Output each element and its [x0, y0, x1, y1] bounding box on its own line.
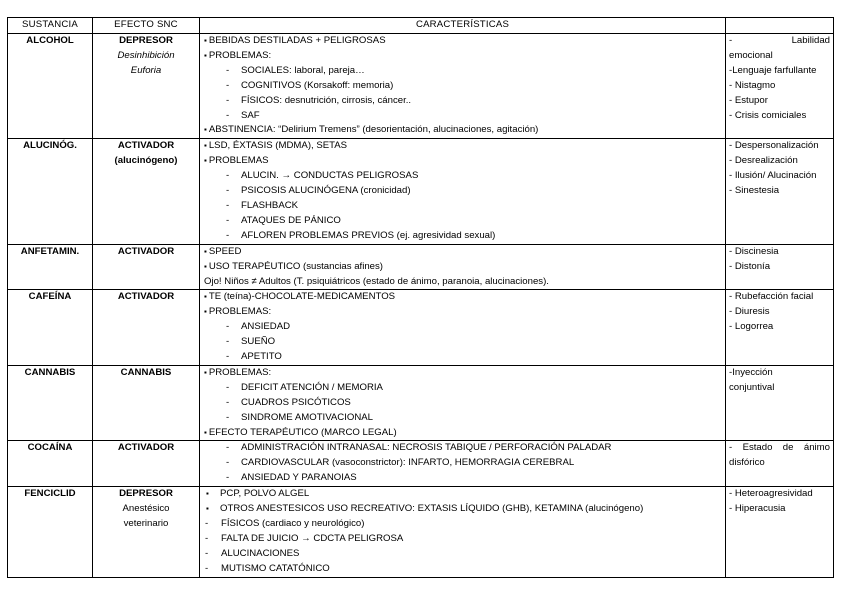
sign-item: - Heteroagresividad [729, 488, 813, 500]
table-row [8, 365, 834, 441]
effect-detail: veterinario [123, 518, 169, 529]
sign-item: - Crisis comiciales [729, 109, 807, 121]
list-item: - PSICOSIS ALUCINÓGENA (cronicidad) [204, 184, 722, 199]
characteristics [200, 139, 726, 244]
substances-table [7, 17, 834, 578]
list-item: ▪ SPEED [204, 245, 722, 260]
list-item: - ADMINISTRACIÓN INTRANASAL: NECROSIS TABIQUE / PERFORACIÓN PALADAR [204, 441, 722, 456]
characteristics [200, 365, 726, 441]
list-item: - SAF [204, 109, 722, 124]
sign-item: disfórico [729, 457, 765, 469]
list-item: - ALUCINACIONES [204, 547, 722, 562]
list-item: - ATAQUES DE PÁNICO [204, 214, 722, 229]
sign-item: - Logorrea [729, 321, 774, 333]
sign-item: - Desrealización [729, 155, 798, 167]
effect-label: CANNABIS [120, 366, 172, 378]
table-row [8, 290, 834, 366]
sign-item: - Diuresis [729, 306, 770, 318]
sign-item: -Lenguaje farfullante [729, 64, 817, 76]
table-row [8, 244, 834, 290]
list-item: - FALTA DE JUICIO → CDCTA PELIGROSA [204, 532, 722, 547]
effect-detail: Anestésico [122, 503, 170, 515]
substance-name: FENCICLID [8, 487, 93, 577]
snc-effect [93, 139, 200, 244]
substance-name: COCAÍNA [8, 441, 93, 487]
list-item: - SUEÑO [204, 335, 722, 350]
header-caracteristicas: CARACTERÍSTICAS [200, 18, 726, 34]
sign-item: -Inyección [729, 366, 773, 378]
list-item: - CUADROS PSICÓTICOS [204, 396, 722, 411]
sign-item: - Discinesia [729, 245, 779, 257]
list-item: - COGNITIVOS (Korsakoff: memoria) [204, 79, 722, 94]
signs [726, 290, 834, 366]
substance-name: ALCOHOL [8, 34, 93, 139]
effect-label: ACTIVADOR [117, 140, 175, 152]
sign-item: - Ilusión/ Alucinación [729, 170, 817, 182]
list-item: ▪ TE (teína)-CHOCOLATE-MEDICAMENTOS [204, 290, 722, 305]
sign-item: conjuntival [729, 381, 775, 393]
list-item: - FÍSICOS (cardiaco y neurológico) [204, 517, 722, 532]
snc-effect [93, 290, 200, 366]
list-item: ▪ PROBLEMAS: [204, 49, 722, 64]
snc-effect [93, 487, 200, 577]
list-item: ▪ PROBLEMAS [204, 154, 722, 169]
header-sustancia: SUSTANCIA [8, 18, 93, 34]
list-item: - APETITO [204, 350, 722, 365]
list-item: - ANSIEDAD Y PARANOIAS [204, 471, 722, 486]
characteristics [200, 34, 726, 139]
sign-item: - Distonía [729, 260, 771, 272]
sign-item: - Despersonalización [729, 140, 819, 152]
snc-effect [93, 244, 200, 290]
characteristics [200, 244, 726, 290]
table-row [8, 34, 834, 139]
signs [726, 34, 834, 139]
characteristics [200, 441, 726, 487]
list-item: ▪ PROBLEMAS: [204, 366, 722, 381]
header-extra [726, 18, 834, 34]
signs [726, 139, 834, 244]
characteristics [200, 487, 726, 577]
sign-item: - Labilidad [729, 35, 830, 46]
effect-detail: Desinhibición [117, 49, 175, 61]
table-row [8, 139, 834, 244]
header-row [8, 18, 834, 34]
effect-label: ACTIVADOR [117, 291, 175, 303]
sign-item: - Estupor [729, 94, 768, 106]
substance-name: ANFETAMIN. [8, 244, 93, 290]
snc-effect [93, 365, 200, 441]
list-item: - ANSIEDAD [204, 320, 722, 335]
list-item: - FÍSICOS: desnutrición, cirrosis, cáncer.. [204, 94, 722, 109]
list-item: - FLASHBACK [204, 199, 722, 214]
sign-item: emocional [729, 49, 773, 61]
list-item: - CARDIOVASCULAR (vasoconstrictor): INFARTO, HEMORRAGIA CEREBRAL [204, 456, 722, 471]
table-row [8, 441, 834, 487]
list-item: Ojo! Niños ≠ Adultos (T. psiquiátricos (estado de ánimo, paranoia, alucinaciones). [204, 275, 549, 287]
effect-label: DEPRESOR [119, 35, 173, 46]
signs [726, 244, 834, 290]
substance-name: ALUCINÓG. [8, 139, 93, 244]
list-item: ▪ USO TERAPÉUTICO (sustancias afines) [204, 260, 722, 275]
sign-item: - Sinestesia [729, 185, 780, 197]
characteristics [200, 290, 726, 366]
effect-label: ACTIVADOR [117, 442, 175, 454]
list-item: ▪ PROBLEMAS: [204, 305, 722, 320]
list-item: - MUTISMO CATATÓNICO [204, 562, 722, 577]
effect-detail: (alucinógeno) [114, 155, 178, 167]
snc-effect [93, 441, 200, 487]
sign-item: - Hiperacusia [729, 503, 786, 515]
substance-name: CANNABIS [8, 365, 93, 441]
signs [726, 441, 834, 487]
sign-item: - Rubefacción facial [729, 291, 814, 303]
effect-label: ACTIVADOR [117, 245, 175, 257]
list-item: ▪ PCP, POLVO ALGEL [204, 487, 722, 502]
list-item: ▪ BEBIDAS DESTILADAS + PELIGROSAS [204, 34, 722, 49]
table-row [8, 487, 834, 577]
snc-effect [93, 34, 200, 139]
sign-item: - Estado de ánimo [729, 442, 830, 454]
list-item: - SINDROME AMOTIVACIONAL [204, 411, 722, 426]
list-item: - AFLOREN PROBLEMAS PREVIOS (ej. agresividad sexual) [204, 229, 722, 244]
list-item: - DEFICIT ATENCIÓN / MEMORIA [204, 381, 722, 396]
list-item: ▪ OTROS ANESTESICOS USO RECREATIVO: EXTASIS LÍQUIDO (GHB), KETAMINA (alucinógeno) [204, 502, 722, 517]
list-item: ▪ ABSTINENCIA: “Delirium Tremens” (desorientación, alucinaciones, agitación) [204, 123, 722, 138]
substance-name: CAFEÍNA [8, 290, 93, 366]
effect-detail: Euforia [130, 64, 162, 76]
sign-item: - Nistagmo [729, 79, 776, 91]
list-item: ▪ EFECTO TERAPÉUTICO (MARCO LEGAL) [204, 426, 722, 441]
list-item: - ALUCIN. → CONDUCTAS PELIGROSAS [204, 169, 722, 184]
effect-label: DEPRESOR [119, 488, 173, 500]
list-item: ▪ LSD, ÉXTASIS (MDMA), SETAS [204, 139, 722, 154]
signs [726, 365, 834, 441]
signs [726, 487, 834, 577]
header-efecto-snc: EFECTO SNC [93, 18, 200, 34]
list-item: - SOCIALES: laboral, pareja… [204, 64, 722, 79]
